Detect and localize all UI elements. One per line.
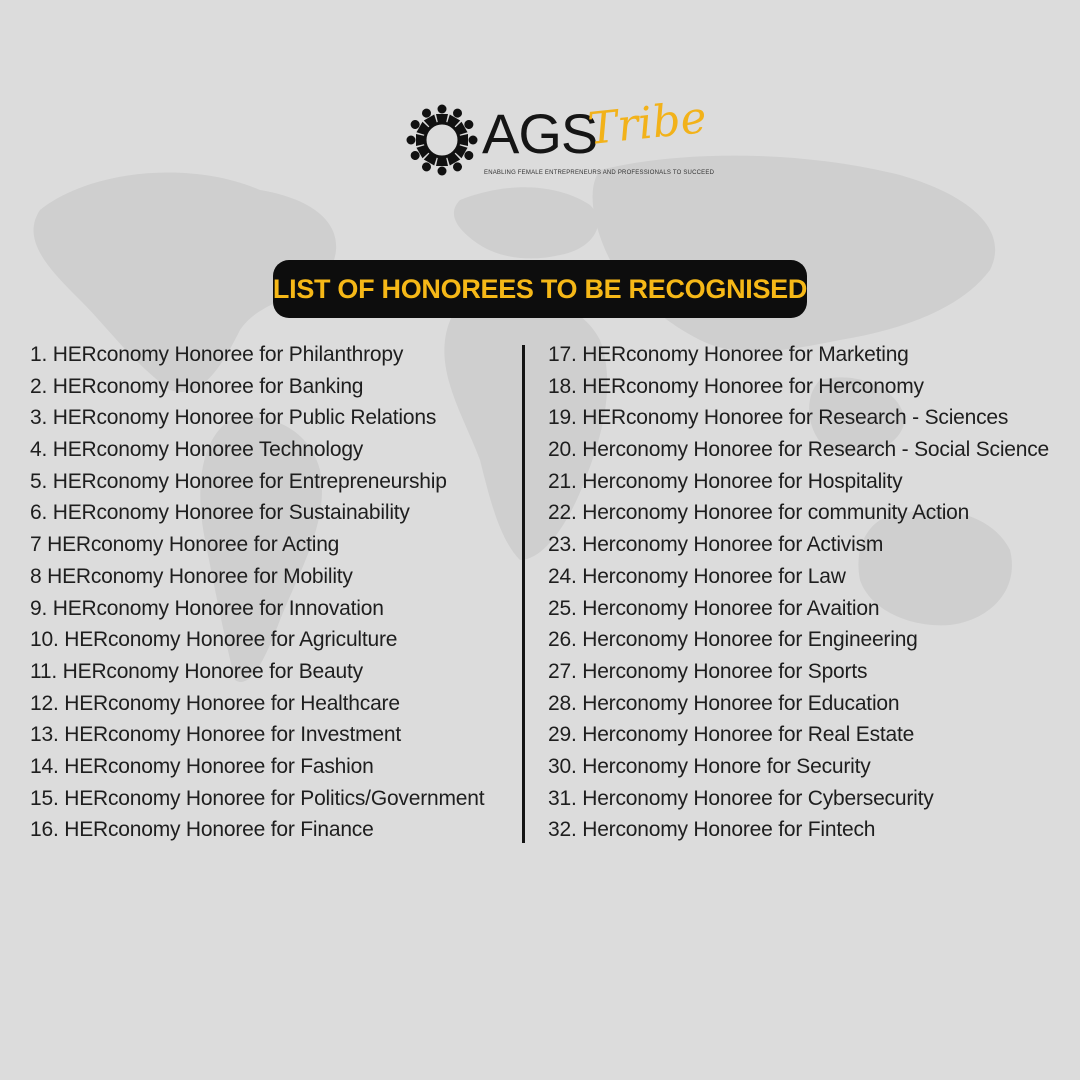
list-item: 8 HERconomy Honoree for Mobility [30,564,353,588]
list-item: 6. HERconomy Honoree for Sustainability [30,501,410,525]
list-item: 15. HERconomy Honoree for Politics/Government [30,786,485,810]
list-item: 22. Herconomy Honoree for community Action [548,501,970,525]
list-item: 11. HERconomy Honoree for Beauty [30,659,363,683]
column-divider [522,345,525,843]
list-item: 7 HERconomy Honoree for Acting [30,533,340,557]
list-item: 17. HERconomy Honoree for Marketing [548,343,909,366]
list-item: 31. Herconomy Honoree for Cybersecurity [548,786,934,810]
logo-wordmark-tribe: Tribe [585,91,709,156]
list-item: 24. Herconomy Honoree for Law [548,564,846,588]
people-circle-logo-icon [402,100,482,180]
list-item: 18. HERconomy Honoree for Herconomy [548,374,924,398]
list-item: 28. Herconomy Honoree for Education [548,691,900,715]
list-item: 29. Herconomy Honoree for Real Estate [548,723,915,747]
list-item: 12. HERconomy Honoree for Healthcare [30,691,400,715]
list-item: 2. HERconomy Honoree for Banking [30,374,364,398]
list-item: 14. HERconomy Honoree for Fashion [30,754,374,778]
logo-wordmark-ags: AGS [482,102,598,165]
list-item: 26. Herconomy Honoree for Engineering [548,628,918,652]
list-item: 1. HERconomy Honoree for Philanthropy [30,343,404,366]
honorees-list-right [548,339,1049,846]
list-item: 27. Herconomy Honoree for Sports [548,659,868,683]
list-item: 32. Herconomy Honoree for Fintech [548,818,876,842]
list-item: 19. HERconomy Honoree for Research - Sciences [548,406,1009,430]
list-item: 16. HERconomy Honoree for Finance [30,818,374,842]
brand-logo [400,91,715,190]
list-item: 21. Herconomy Honoree for Hospitality [548,469,903,493]
list-item: 10. HERconomy Honoree for Agriculture [30,628,398,652]
list-item: 4. HERconomy Honoree Technology [30,438,364,462]
list-item: 25. Herconomy Honoree for Avaition [548,596,880,620]
honorees-list-left [30,339,484,846]
title-banner [273,260,807,318]
list-item: 20. Herconomy Honoree for Research - Social Science [548,438,1050,462]
list-item: 30. Herconomy Honore for Security [548,754,871,778]
page-title: LIST OF HONOREES TO BE RECOGNISED [272,273,808,304]
list-item: 5. HERconomy Honoree for Entrepreneurship [30,469,447,493]
logo-tagline: ENABLING FEMALE ENTREPRENEURS AND PROFESSIONALS TO SUCCEED [484,170,715,176]
list-item: 23. Herconomy Honoree for Activism [548,533,884,557]
list-item: 9. HERconomy Honoree for Innovation [30,596,384,620]
list-item: 13. HERconomy Honoree for Investment [30,723,401,747]
list-item: 3. HERconomy Honoree for Public Relations [30,406,437,430]
